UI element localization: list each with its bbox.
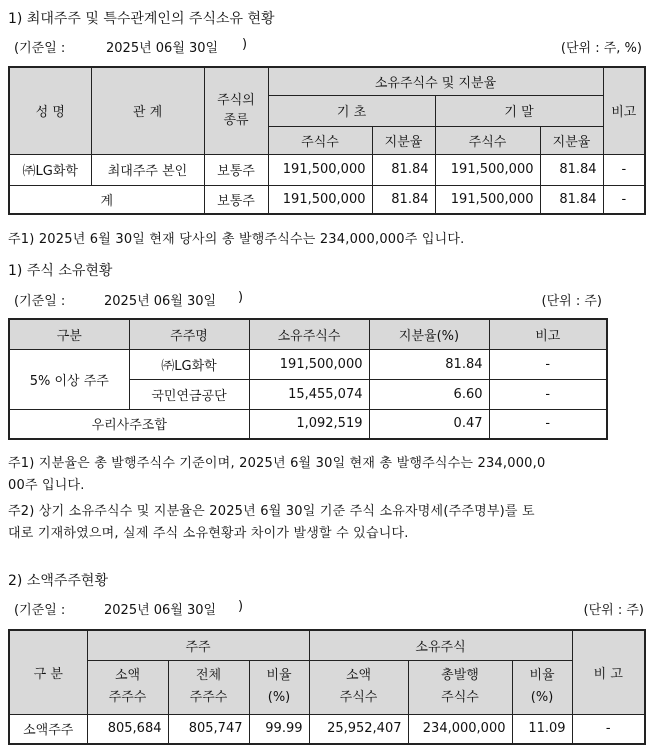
header-stock-type: 주식의 종류 xyxy=(204,67,268,154)
header-name: 성 명 xyxy=(9,67,91,154)
cell-relation: 최대주주 본인 xyxy=(91,154,204,185)
section2-unit: (단위 : 주) xyxy=(541,294,602,309)
group-label: 5% 이상 주주 xyxy=(9,349,129,409)
total-row xyxy=(9,185,645,214)
esop-remarks: - xyxy=(489,409,607,439)
total-end-shares: 191,500,000 xyxy=(435,185,540,214)
section1-unit: (단위 : 주, %) xyxy=(560,41,642,56)
minority-shareholder-table xyxy=(8,629,646,745)
header-minority-count: 소액 주주수 xyxy=(87,660,168,714)
total-begin-ratio: 81.84 xyxy=(372,185,435,214)
cell-total-count: 805,747 xyxy=(168,714,249,744)
cell-remarks: - xyxy=(603,154,645,185)
header-ratio: 지분율(%) xyxy=(369,319,489,349)
shareholding-table xyxy=(8,318,608,440)
section2-note-line: 00주 입니다. xyxy=(8,478,85,493)
header-ownership: 소유주식 xyxy=(309,630,572,660)
table-row xyxy=(9,714,645,744)
section1-base-date: 2025년 06월 30일 xyxy=(106,41,219,56)
header-begin: 기 초 xyxy=(268,95,435,126)
total-type: 보통주 xyxy=(204,185,268,214)
major-shareholder-table xyxy=(8,66,646,215)
cell-holder: 국민연금공단 xyxy=(129,379,249,409)
esop-ratio: 0.47 xyxy=(369,409,489,439)
header-category: 구 분 xyxy=(9,630,87,714)
header-ratio1: 비율 (%) xyxy=(249,660,309,714)
total-end-ratio: 81.84 xyxy=(540,185,603,214)
cell-shares: 15,455,074 xyxy=(249,379,369,409)
cell-shares: 191,500,000 xyxy=(249,349,369,379)
section2-base-date: 2025년 06월 30일 xyxy=(104,294,217,309)
row-label: 소액주주 xyxy=(9,714,87,744)
cell-type: 보통주 xyxy=(204,154,268,185)
header-total-issued: 총발행 주식수 xyxy=(408,660,512,714)
header-minority-shares: 소액 주식수 xyxy=(309,660,408,714)
cell-ratio: 6.60 xyxy=(369,379,489,409)
header-remarks: 비 고 xyxy=(572,630,645,714)
table-row xyxy=(9,409,607,439)
header-holder: 주주명 xyxy=(129,319,249,349)
cell-name: ㈜LG화학 xyxy=(9,154,91,185)
header-end-ratio: 지분율 xyxy=(540,126,603,154)
header-end: 기 말 xyxy=(435,95,603,126)
cell-minority-count: 805,684 xyxy=(87,714,168,744)
section1-title: 1) 최대주주 및 특수관계인의 주식소유 현황 xyxy=(8,11,275,27)
section3-base-date-close: ) xyxy=(238,599,244,614)
cell-begin-shares: 191,500,000 xyxy=(268,154,372,185)
cell-ratio1: 99.99 xyxy=(249,714,309,744)
cell-end-ratio: 81.84 xyxy=(540,154,603,185)
header-total-count: 전체 주주수 xyxy=(168,660,249,714)
cell-remarks: - xyxy=(489,379,607,409)
header-shares: 소유주식수 xyxy=(249,319,369,349)
cell-remarks: - xyxy=(572,714,645,744)
cell-holder: ㈜LG화학 xyxy=(129,349,249,379)
cell-ratio2: 11.09 xyxy=(512,714,572,744)
header-ownership: 소유주식수 및 지분율 xyxy=(268,67,603,95)
table-row xyxy=(9,349,607,379)
section2-note-line: 주1) 지분율은 총 발행주식수 기준이며, 2025년 6월 30일 현재 총 발행주식수는 234,000,0 xyxy=(8,456,546,471)
section3-base-date: 2025년 06월 30일 xyxy=(104,603,217,618)
section2-base-date-label: (기준일 : xyxy=(14,294,66,309)
header-remarks: 비고 xyxy=(603,67,645,154)
section3-base-date-label: (기준일 : xyxy=(14,603,66,618)
cell-total-issued: 234,000,000 xyxy=(408,714,512,744)
cell-end-shares: 191,500,000 xyxy=(435,154,540,185)
header-category: 구분 xyxy=(9,319,129,349)
section2-note-line: 주2) 상기 소유주식수 및 지분율은 2025년 6월 30일 기준 주식 소유자명세(주주명부)를 토 xyxy=(8,504,535,519)
header-relation: 관 계 xyxy=(91,67,204,154)
header-remarks: 비고 xyxy=(489,319,607,349)
header-end-shares: 주식수 xyxy=(435,126,540,154)
section2-title: 1) 주식 소유현황 xyxy=(8,263,113,279)
total-remarks: - xyxy=(603,185,645,214)
cell-ratio: 81.84 xyxy=(369,349,489,379)
section1-base-date-label: (기준일 : xyxy=(14,41,66,56)
section1-base-date-close: ) xyxy=(242,37,248,52)
header-shareholders: 주주 xyxy=(87,630,309,660)
section2-note-line: 대로 기재하였으며, 실제 주식 소유현황과 차이가 발생할 수 있습니다. xyxy=(8,526,409,541)
section3-unit: (단위 : 주) xyxy=(583,603,644,618)
header-ratio2: 비율 (%) xyxy=(512,660,572,714)
table-row xyxy=(9,154,645,185)
section3-title: 2) 소액주주현황 xyxy=(8,573,108,589)
cell-remarks: - xyxy=(489,349,607,379)
esop-label: 우리사주조합 xyxy=(9,409,249,439)
header-begin-shares: 주식수 xyxy=(268,126,372,154)
esop-shares: 1,092,519 xyxy=(249,409,369,439)
section2-base-date-close: ) xyxy=(238,290,244,305)
cell-minority-shares: 25,952,407 xyxy=(309,714,408,744)
total-label: 계 xyxy=(9,185,204,214)
section1-note: 주1) 2025년 6월 30일 현재 당사의 총 발행주식수는 234,000,000주 입니다. xyxy=(8,232,465,247)
cell-begin-ratio: 81.84 xyxy=(372,154,435,185)
header-begin-ratio: 지분율 xyxy=(372,126,435,154)
total-begin-shares: 191,500,000 xyxy=(268,185,372,214)
